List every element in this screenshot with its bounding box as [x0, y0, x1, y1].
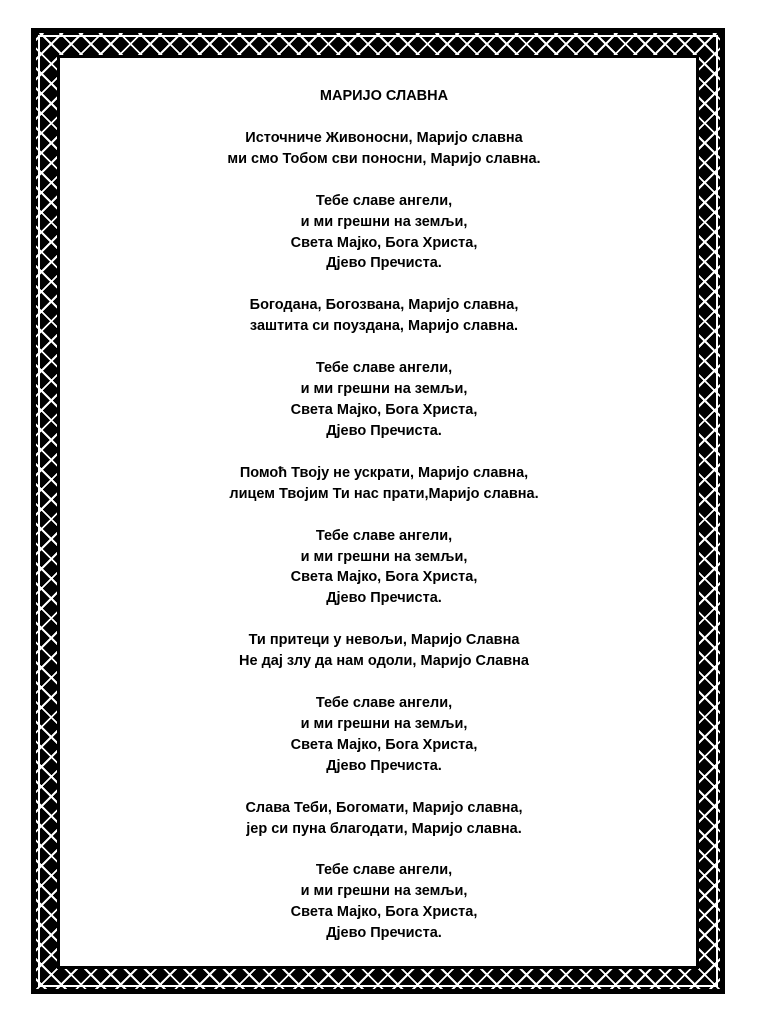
lyric-line: Не дај злу да нам одоли, Маријо Славна — [239, 653, 529, 670]
lyric-line: ми смо Тобом сви поносни, Маријо славна. — [227, 150, 541, 167]
lyric-line: Света Мајко, Бога Христа, — [290, 569, 478, 586]
lyric-line: лицем Твојим Ти нас прати,Маријо славна. — [229, 485, 539, 502]
lyric-line: и ми грешни на земљи, — [300, 213, 468, 230]
lyric-line: Тебе славе ангели, — [315, 192, 453, 209]
lyric-line: Света Мајко, Бога Христа, — [290, 401, 478, 418]
lyric-line: Света Мајко, Бога Христа, — [290, 234, 478, 251]
lyric-line: Света Мајко, Бога Христа, — [290, 736, 478, 753]
lyric-line: Дјево Пречиста. — [326, 255, 442, 272]
refrain-stanza — [0, 191, 768, 275]
lyric-line: Дјево Пречиста. — [326, 757, 442, 774]
lyric-line: Слава Теби, Богомати, Маријо славна, — [245, 799, 523, 816]
lyric-line: Дјево Пречиста. — [326, 422, 442, 439]
lyric-line: Дјево Пречиста. — [326, 590, 442, 607]
song-text — [0, 86, 768, 965]
lyric-line: јер си пуна благодати, Маријо славна. — [246, 820, 522, 837]
lyric-line: Тебе славе ангели, — [315, 862, 453, 879]
lyric-line: заштита си поуздана, Маријо славна. — [249, 318, 519, 335]
lyric-line: Помоћ Твоју не ускрати, Маријо славна, — [239, 464, 529, 481]
verse-stanza — [0, 798, 768, 840]
lyric-line: Тебе славе ангели, — [315, 527, 453, 544]
verse-stanza — [0, 630, 768, 672]
stanza-list — [0, 128, 768, 944]
lyric-line: и ми грешни на земљи, — [300, 883, 468, 900]
lyric-line: Ти притеци у невољи, Маријо Славна — [248, 632, 520, 649]
song-title: МАРИЈО СЛАВНА — [319, 88, 449, 104]
verse-stanza — [0, 128, 768, 170]
lyric-line: Богодана, Богозвана, Маријо славна, — [249, 297, 519, 314]
lyric-line: Тебе славе ангели, — [315, 695, 453, 712]
lyric-line: и ми грешни на земљи, — [300, 548, 468, 565]
refrain-stanza — [0, 860, 768, 944]
lyric-line: Тебе славе ангели, — [315, 360, 453, 377]
verse-stanza — [0, 295, 768, 337]
lyric-line: Света Мајко, Бога Христа, — [290, 904, 478, 921]
refrain-stanza — [0, 526, 768, 610]
lyric-line: Дјево Пречиста. — [326, 925, 442, 942]
lyric-line: и ми грешни на земљи, — [300, 381, 468, 398]
verse-stanza — [0, 463, 768, 505]
lyric-line: Источниче Живоносни, Маријо славна — [245, 129, 523, 146]
lyric-line: и ми грешни на земљи, — [300, 715, 468, 732]
refrain-stanza — [0, 358, 768, 442]
refrain-stanza — [0, 693, 768, 777]
